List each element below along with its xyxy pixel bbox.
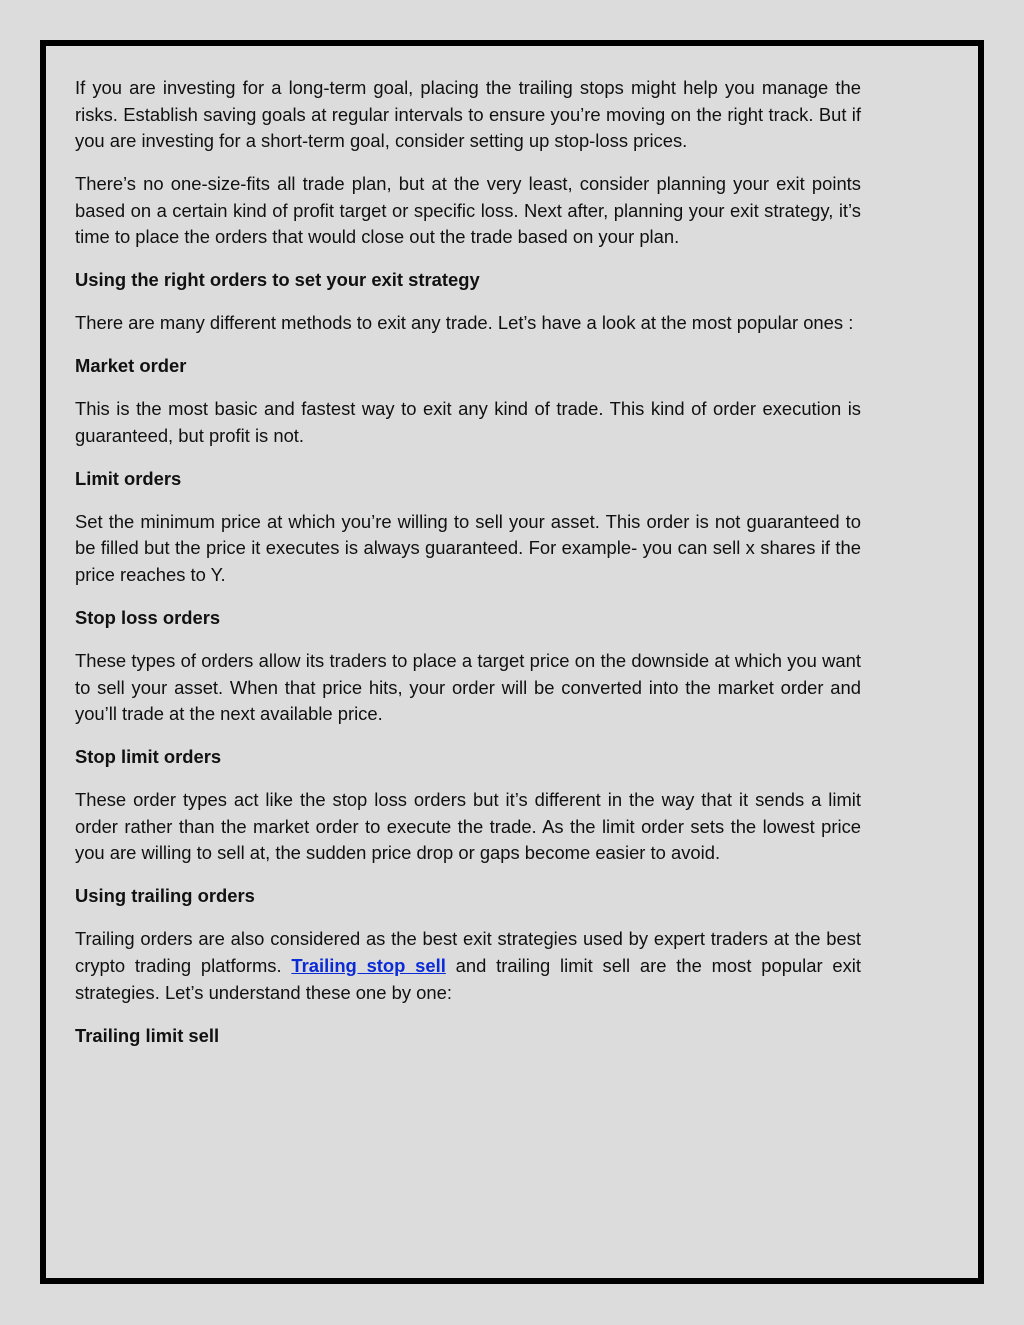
heading-stop-loss-orders: Stop loss orders [75,607,221,629]
paragraph-trailing-orders [75,926,861,1006]
paragraph-exit-methods: There are many different methods to exit any trade. Let’s have a look at the most popular ones : [75,312,854,334]
heading-trailing-orders: Using trailing orders [75,885,255,907]
paragraph-trailing-stops: If you are investing for a long-term goal, placing the trailing stops might help you manage the risks. Establish saving goals at regular intervals to ensure you’re moving on the right track. But if you are investing for a short-term goal, consider setting up stop-loss prices. [75,77,861,152]
document-body [75,75,861,1065]
paragraph-stop-limit-orders: These order types act like the stop loss orders but it’s different in the way that it sends a limit order rather than the market order to execute the trade. As the limit order sets the lowest price you are willing to sell at, the sudden price drop or gaps become easier to avoid. [75,789,861,864]
heading-right-orders: Using the right orders to set your exit strategy [75,269,480,291]
heading-limit-orders: Limit orders [75,467,182,489]
heading-market-order: Market order [75,355,187,377]
paragraph-limit-orders: Set the minimum price at which you’re willing to sell your asset. This order is not guaranteed to be filled but the price it executes is always guaranteed. For example- you can sell x shares if the price reaches to Y. [75,510,861,586]
trailing-stop-sell-link[interactable]: Trailing stop sell [291,954,446,976]
paragraph-stop-loss-orders: These types of orders allow its traders to place a target price on the downside at which you want to sell your asset. When that price hits, your order will be converted into the market order and you’ll trade at the next available price. [75,650,861,725]
heading-stop-limit-orders: Stop limit orders [75,746,222,768]
paragraph-market-order: This is the most basic and fastest way to exit any kind of trade. This kind of order execution is guaranteed, but profit is not. [75,398,861,446]
heading-trailing-limit-sell: Trailing limit sell [75,1024,220,1046]
paragraph-trailing-orders-start: Trailing orders are also considered as the best exit strategies used by expert traders at the best crypto trading platforms. [75,928,861,976]
paragraph-trailing-orders-end: and trailing limit sell are the most popular exit strategies. Let’s understand these one by one: [75,954,861,1003]
paragraph-trade-plan: There’s no one-size-fits all trade plan, but at the very least, consider planning your exit points based on a certain kind of profit target or specific loss. Next after, planning your exit strategy, it’s time to place the orders that would close out the trade based on your plan. [75,173,861,248]
